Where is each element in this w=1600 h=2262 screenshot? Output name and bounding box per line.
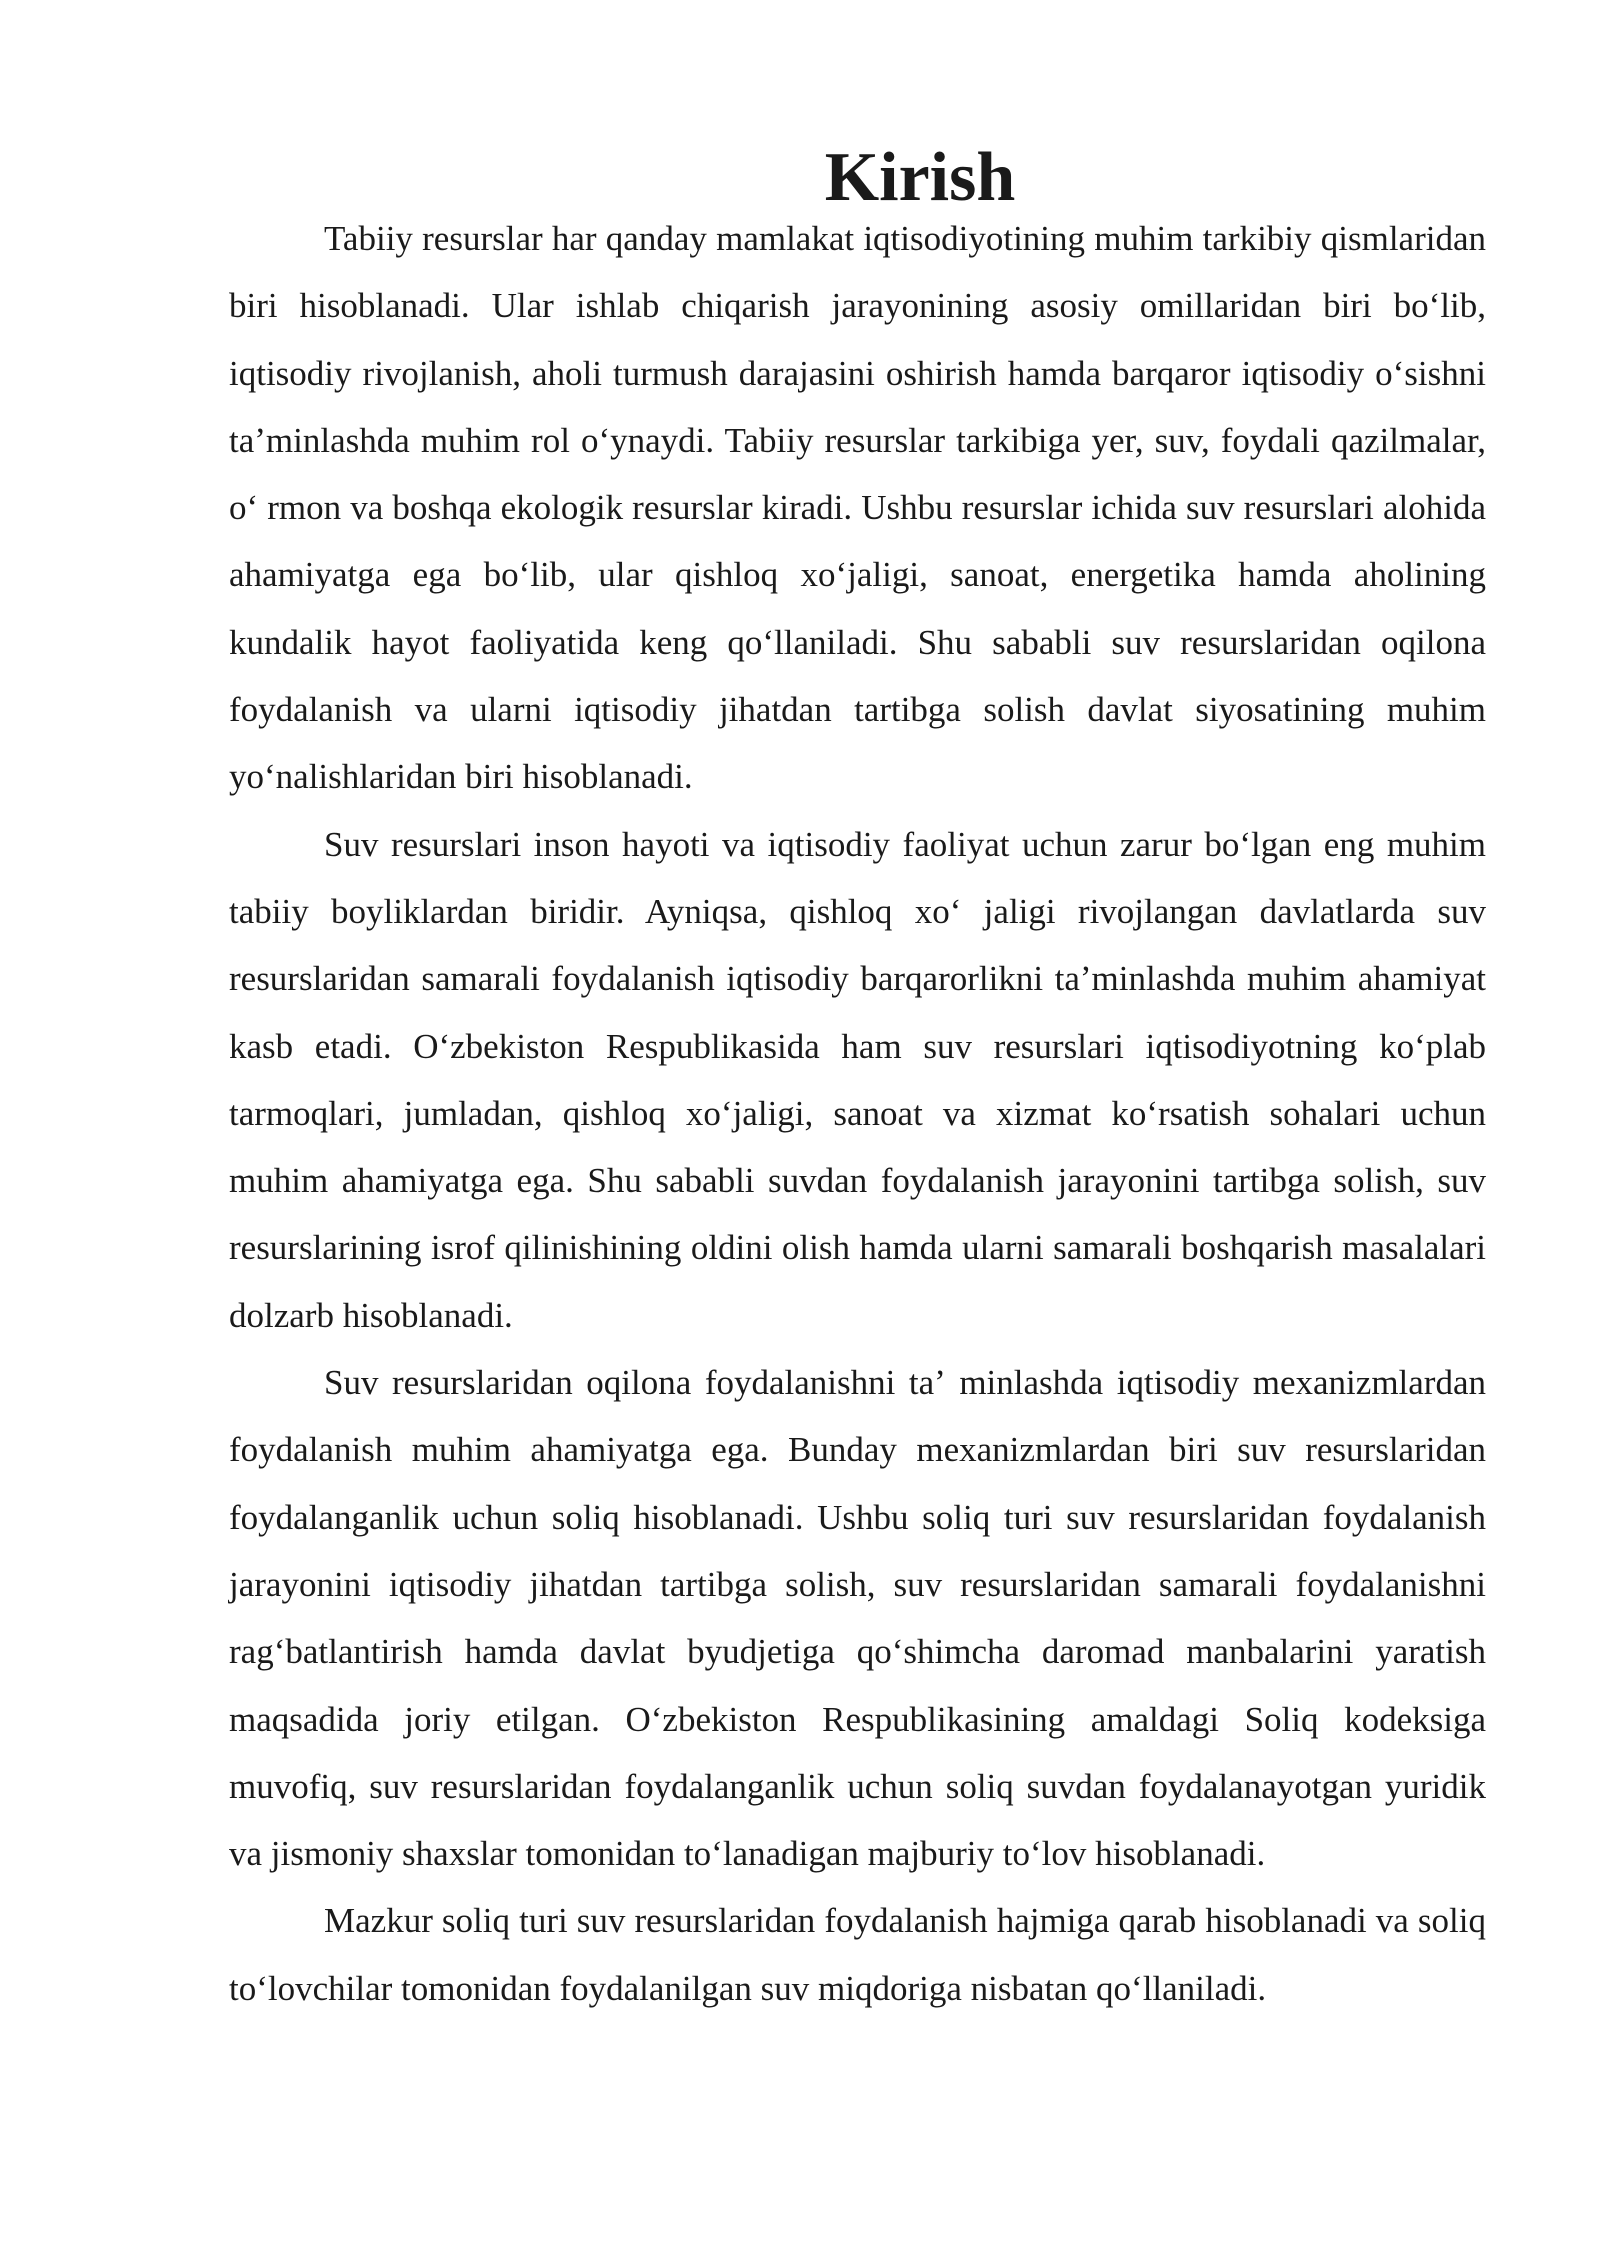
paragraph-3: Suv resurslaridan oqilona foydalanishni taʼ minlashda iqtisodiy mexanizmlardan foydalanish muhim ahamiyatga ega. Bunday mexanizmlardan biri suv resurslaridan foydalanganlik uchun soliq hisoblanadi. Ushbu soliq turi suv resurslaridan foydalanish jarayonini iqtisodiy jihatdan tartibga solish, suv resurslaridan samarali foydalanishni ragʻbatlantirish hamda davlat byudjetiga qoʻshimcha daromad manbalarini yaratish maqsadida joriy etilgan. Oʻzbekiston Respublikasining amaldagi Soliq kodeksiga muvofiq, suv resurslaridan foydalanganlik uchun soliq suvdan foydalanayotgan yuridik va jismoniy shaxslar tomonidan toʻlanadigan majburiy toʻlov hisoblanadi. xyxy=(229,1363,1486,1874)
paragraph-4: Mazkur soliq turi suv resurslaridan foydalanish hajmiga qarab hisoblanadi va soliq toʻlovchilar tomonidan foydalanilgan suv miqdoriga nisbatan qoʻllaniladi. xyxy=(229,1901,1486,2008)
section-title: Kirish xyxy=(824,139,1016,216)
paragraph-2: Suv resurslari inson hayoti va iqtisodiy faoliyat uchun zarur boʻlgan eng muhim tabiiy boyliklardan biridir. Ayniqsa, qishloq xoʻ jaligi rivojlangan davlatlarda suv resurslaridan samarali foydalanish iqtisodiy barqarorlikni taʼminlashda muhim ahamiyat kasb etadi. Oʻzbekiston Respublikasida ham suv resurslari iqtisodiyotning koʻplab tarmoqlari, jumladan, qishloq xoʻjaligi, sanoat va xizmat koʻrsatish sohalari uchun muhim ahamiyatga ega. Shu sababli suvdan foydalanish jarayonini tartibga solish, suv resurslarining isrof qilinishining oldini olish hamda ularni samarali boshqarish masalalari dolzarb hisoblanadi. xyxy=(229,824,1486,1335)
paragraph-1: Tabiiy resurslar har qanday mamlakat iqtisodiyotining muhim tarkibiy qismlaridan biri hisoblanadi. Ular ishlab chiqarish jarayonining asosiy omillaridan biri boʻlib, iqtisodiy rivojlanish, aholi turmush darajasini oshirish hamda barqaror iqtisodiy oʻsishni taʼminlashda muhim rol oʻynaydi. Tabiiy resurslar tarkibiga yer, suv, foydali qazilmalar, oʻ rmon va boshqa ekologik resurslar kiradi. Ushbu resurslar ichida suv resurslari alohida ahamiyatga ega boʻlib, ular qishloq xoʻjaligi, sanoat, energetika hamda aholining kundalik hayot faoliyatida keng qoʻllaniladi. Shu sababli suv resurslaridan oqilona foydalanish va ularni iqtisodiy jihatdan tartibga solish davlat siyosatining muhim yoʻnalishlaridan biri hisoblanadi. xyxy=(229,219,1486,797)
document-body xyxy=(229,139,1486,2022)
